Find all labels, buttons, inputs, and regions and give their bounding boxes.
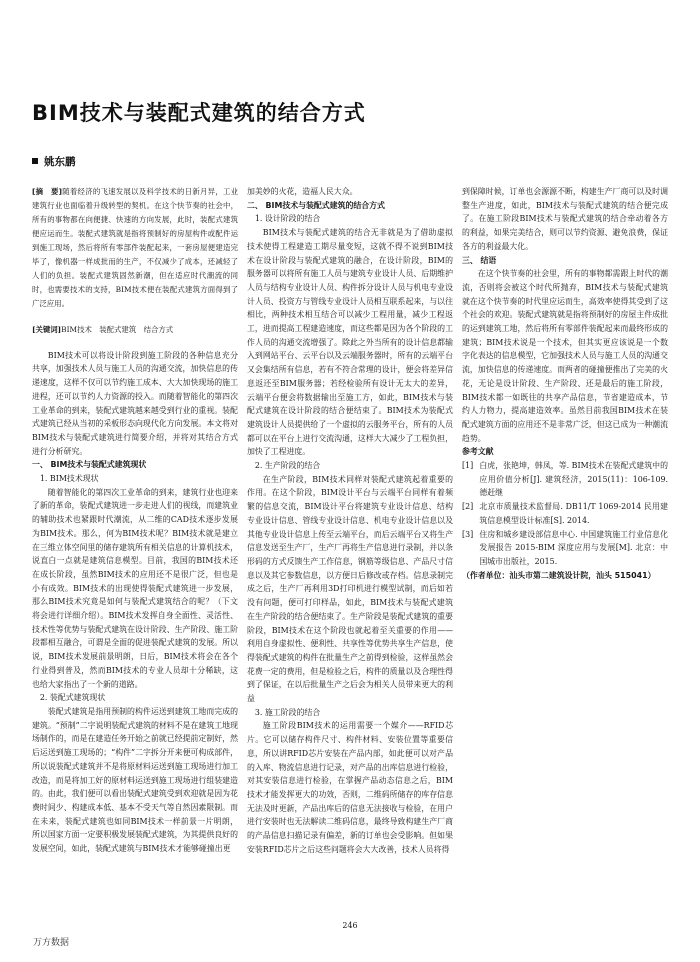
square-bullet-icon (32, 158, 38, 164)
author-line (32, 154, 76, 169)
section-heading: 1. 设计阶段的结合 (254, 214, 321, 224)
column-2 (247, 185, 453, 860)
body-paragraph: BIM技术与装配式建筑的结合无非就是为了借助虚拟技术使得工程建造工期尽量变短，这就不得不说到BIM技术在设计阶段与装配式建筑的融合，在设计阶段，BIM的服务器可以将所有施工人员与建筑专业设计人员、后期维护人员与结构专业设计人员、构件拆分设计人员与机电专业设计人员、投资方与管线专业设计人员相互联系起来，与以往相比，两种技术相互结合可以减少工程用量，减少工程返工，进而提高工程建造速度，而这些都是因为各个阶段的工作人员的沟通交流增强了。除此之外当所有的设计信息都输入到网站平台、云平台以及云端服务器时，所有的云端平台又会集结所有信息，若有不符合常理的设计，便会将差异信息返还至BIM服务器；若经检验所有设计无太大的差异，云端平台便会将数据输出至施工方，如此，BIM技术与装配式建筑在设计阶段的结合便结束了。BIM技术为装配式建筑设计人员提供给了一个虚拟的云服务平台，所有的人员都可以在平台上进行交流沟通，这样大大减少了工程负担，加快了工程进度。 (247, 228, 453, 457)
section-heading: 2. 生产阶段的结合 (254, 461, 321, 471)
body-paragraph: 在生产阶段，BIM技术同样对装配式建筑起着重要的作用。在这个阶段，BIM设计平台与云端平台同样有着频繁的信息交流，BIM设计平台将建筑专业设计信息、结构专业设计信息、管线专业设计信息、机电专业设计信息以及其他专业设计信息上传至云端平台，而后云端平台又将生产信息发送至生产厂，生产厂再将生产信息进行录制，并以条形码的方式反馈生产工作信息，钢筋等级信息、产品尺寸信息以及其它参数信息，以方便日后修改或存档。信息录制完成之后，生产厂再利用3D打印机进行模型试制，而后如若没有问题，便可打印样品，如此，BIM技术与装配式建筑在生产阶段的结合便结束了。生产阶段是装配式建筑的重要阶段，BIM技术在这个阶段也就起着至关重要的作用——利用自身虚拟性、便利性、共享性等优势共享生产信息，使得装配式建筑的构件在批量生产之前得到检验，这样虽然会花费一定的费用，但是检验之后，构件的质量以及合理性得到了保证，在以后批量生产之后会为相关人员带来更大的利益 (247, 474, 453, 704)
abstract (32, 185, 238, 311)
author-name: 姚东鹏 (44, 156, 76, 168)
body-paragraph: 施工阶段BIM技术的运用需要一个媒介——RFID芯片。它可以储存构件尺寸、构件材料、安装位置等重要信息，所以讲RFID芯片安装在产品内部，如此便可以对产品的入库、物流信息进行记录，对产品的出库信息进行检验，对其安装信息进行检验，在掌握产品动态信息之后，BIM技术才能发挥更大的功效，否则，二维码所储存的库存信息无法及时更新，产品出库后的信息无法接收与检验，在用户进行安装时也无法解读二维码信息，最终导致构建生产厂商的产品信息扫描记录有偏差，新的订单也会受影响。但如果安装RFID芯片之后这些问题将会大大改善，技术人员将得 (247, 721, 453, 854)
section-heading: 一、 BIM技术与装配式建筑现状 (32, 460, 147, 470)
keywords (32, 323, 238, 337)
reference-number: [3] (462, 529, 474, 539)
references-heading: 参考文献 (462, 447, 494, 457)
reference-number: [2] (462, 502, 474, 512)
section-heading: 2. 装配式建筑现状 (39, 693, 106, 703)
body-paragraph: 随着智能化的第四次工业革命的到来，建筑行业也迎来了新的革命，装配式建筑进一步走进人们的视线，而建筑业的辅助技术也紧跟时代潮流，从二维的CAD技术逐步发展为BIM技术。那么，何为BIM技术呢？BIM技术就是建立在三维立体空间里的储存建筑所有相关信息的计算机技术，说直白一点就是建筑信息模型。目前，我国的BIM技术还在成长阶段，虽然BIM技术的应用还不是很广泛，但也是小有成效。BIM技术的出现使得装配式建筑进一步发展，那么BIM技术究竟是如何与装配式建筑结合的呢？（下文将会进行详细介绍）。BIM技术发挥自身全面性、灵活性、技术性等优势与装配式建筑在设计阶段、生产阶段、施工阶段都相互融合，可谓是全面的促进装配式建筑的发展。所以说，BIM技术发展前景明朗，日后，BIM技术将会在各个行业得到普及，然而BIM技术的专业人员却十分稀缺，这也给大家指出了一个新的道路。 (32, 487, 238, 689)
abstract-label: [摘 要] (32, 187, 62, 196)
watermark: 万方数据 (33, 938, 70, 948)
paper-title: BIM技术与装配式建筑的结合方式 (32, 101, 366, 125)
body-paragraph: 到保障时候，订单也会源源不断，构建生产厂商可以及时调整生产进度，如此，BIM技术与装配式建筑的结合便完成了。在施工阶段BIM技术与装配式建筑的结合牵动着各方的利益，如果完美结合，则可以节约资源、避免浪费，保证各方的利益最大化。 (462, 187, 668, 251)
column-3 (462, 185, 668, 860)
page-number: 246 (342, 921, 358, 930)
section-heading: 1. BIM技术现状 (39, 474, 99, 484)
reference-text: 白虎，张艳坤，韩凤，等. BIM技术在装配式建筑中的应用价值分析[J]. 建筑经济，2015(11)：106-109. 德赶继 (479, 461, 668, 498)
section-heading: 二、 BIM技术与装配式建筑的结合方式 (247, 200, 385, 210)
reference-text: 住房和城乡建设部信息中心. 中国建筑施工行业信息化发展报告 2015-BIM 深度应用与发展[M]. 北京：中国城市出版社，2015. (479, 529, 668, 566)
keywords-text: BIM技术 装配式建筑 结合方式 (61, 325, 174, 334)
column-1 (32, 185, 238, 860)
reference-item (462, 500, 668, 527)
keywords-label: [关键词] (32, 325, 62, 334)
section-heading: 三、 结语 (462, 255, 497, 265)
body-paragraph: 装配式建筑是指用预制的构件运送到建筑工地而完成的建筑。“预制”二字说明装配式建筑的材料不是在建筑工地现场制作的，而是在建造任务开始之前就已经提前定制好，然后运送到施工现场的；“构件”二字拆分开来便可构成部件，所以说装配式建筑并不是将原材料运送到施工现场进行加工改造，而是将加工好的原材料运送到施工现场进行组装建造的。由此，我们便可以看出装配式建筑受到欢迎就是因为花费时间少、构建成本低、基本不受天气等自然因素限制。而在未来，装配式建筑也如同BIM技术一样前景一片明朗，所以国家方面一定要积极发展装配式建筑，为其提供良好的发展空间，如此，装配式建筑与BIM技术才能够碰撞出更 (32, 706, 238, 854)
body-paragraph: 在这个快节奏的社会里，所有的事物都需跟上时代的潮流，否则将会被这个时代所抛弃，BIM技术与装配式建筑就在这个快节奏的时代里应运而生，高效率使得其受到了这个社会的欢迎。装配式建筑就是指将预制好的房屋主件成批的运到建筑工地，然后将所有零部件装配起来而最终形成的建筑；BIM技术说是一个技术，但其实更应该说是一个数字化表达的信息模型，它加强技术人员与施工人员的沟通交流，加快信息的传递速度。而两者的碰撞便推出了完美的火花，无论是设计阶段、生产阶段、还是最后的施工阶段，BIM技术都一如既往的共享产品信息，节省建造成本，节约人力物力，提高建造效率。虽然目前我国BIM技术在装配式建筑方面的应用还不是非常广泛，但这已成为一种潮流趋势。 (462, 269, 668, 443)
section-heading: 3. 施工阶段的结合 (254, 707, 321, 717)
reference-text: 北京市质量技术监督局. DB11/T 1069-2014 民用建筑信息模型设计标准[S]. 2014. (479, 502, 668, 525)
abstract-text: 随着经济的飞速发展以及科学技术的日新月异，工业建筑行业也面临着升级转型的契机。在这个快节奏的社会中，所有的事物都在向便捷、快速的方向发展，此时，装配式建筑便应运而生。装配式建筑就是指将预制好的房屋构件或配件运到施工现场，然后将所有零部件装配起来，一套房屋便建造完毕了，像机器一样成批而的生产，不仅减少了成本，还减轻了人们的负担。装配式建筑固然新潮，但在适应时代潮流的同时，也需要技术的支持，BIM技术便在装配式建筑方面得到了广泛应用。 (32, 187, 238, 308)
body-paragraph: BIM技术可以将设计阶段到施工阶段的各种信息充分共享，加强技术人员与施工人员的沟通交流，加快信息的传递速度，这样不仅可以节约施工成本、大大加快现场的施工进程，还可以节约人力资源的投入。而随着智能化的第四次工业革命的到来，装配式建筑越来越受到行业的重视。装配式建筑已经从当初的采板形态向现代化方向发展。本文将对BIM技术与装配式建筑进行简要介绍，并将对其结合方式进行分析研究。 (32, 350, 238, 456)
body-paragraph: 加美妙的火花，造福人民大众。 (247, 187, 358, 196)
author-affiliation: （作者单位：汕头市第二建筑设计院，汕头 515041） (462, 570, 656, 580)
reference-item (462, 459, 668, 500)
reference-number: [1] (462, 461, 474, 471)
reference-item (462, 528, 668, 569)
